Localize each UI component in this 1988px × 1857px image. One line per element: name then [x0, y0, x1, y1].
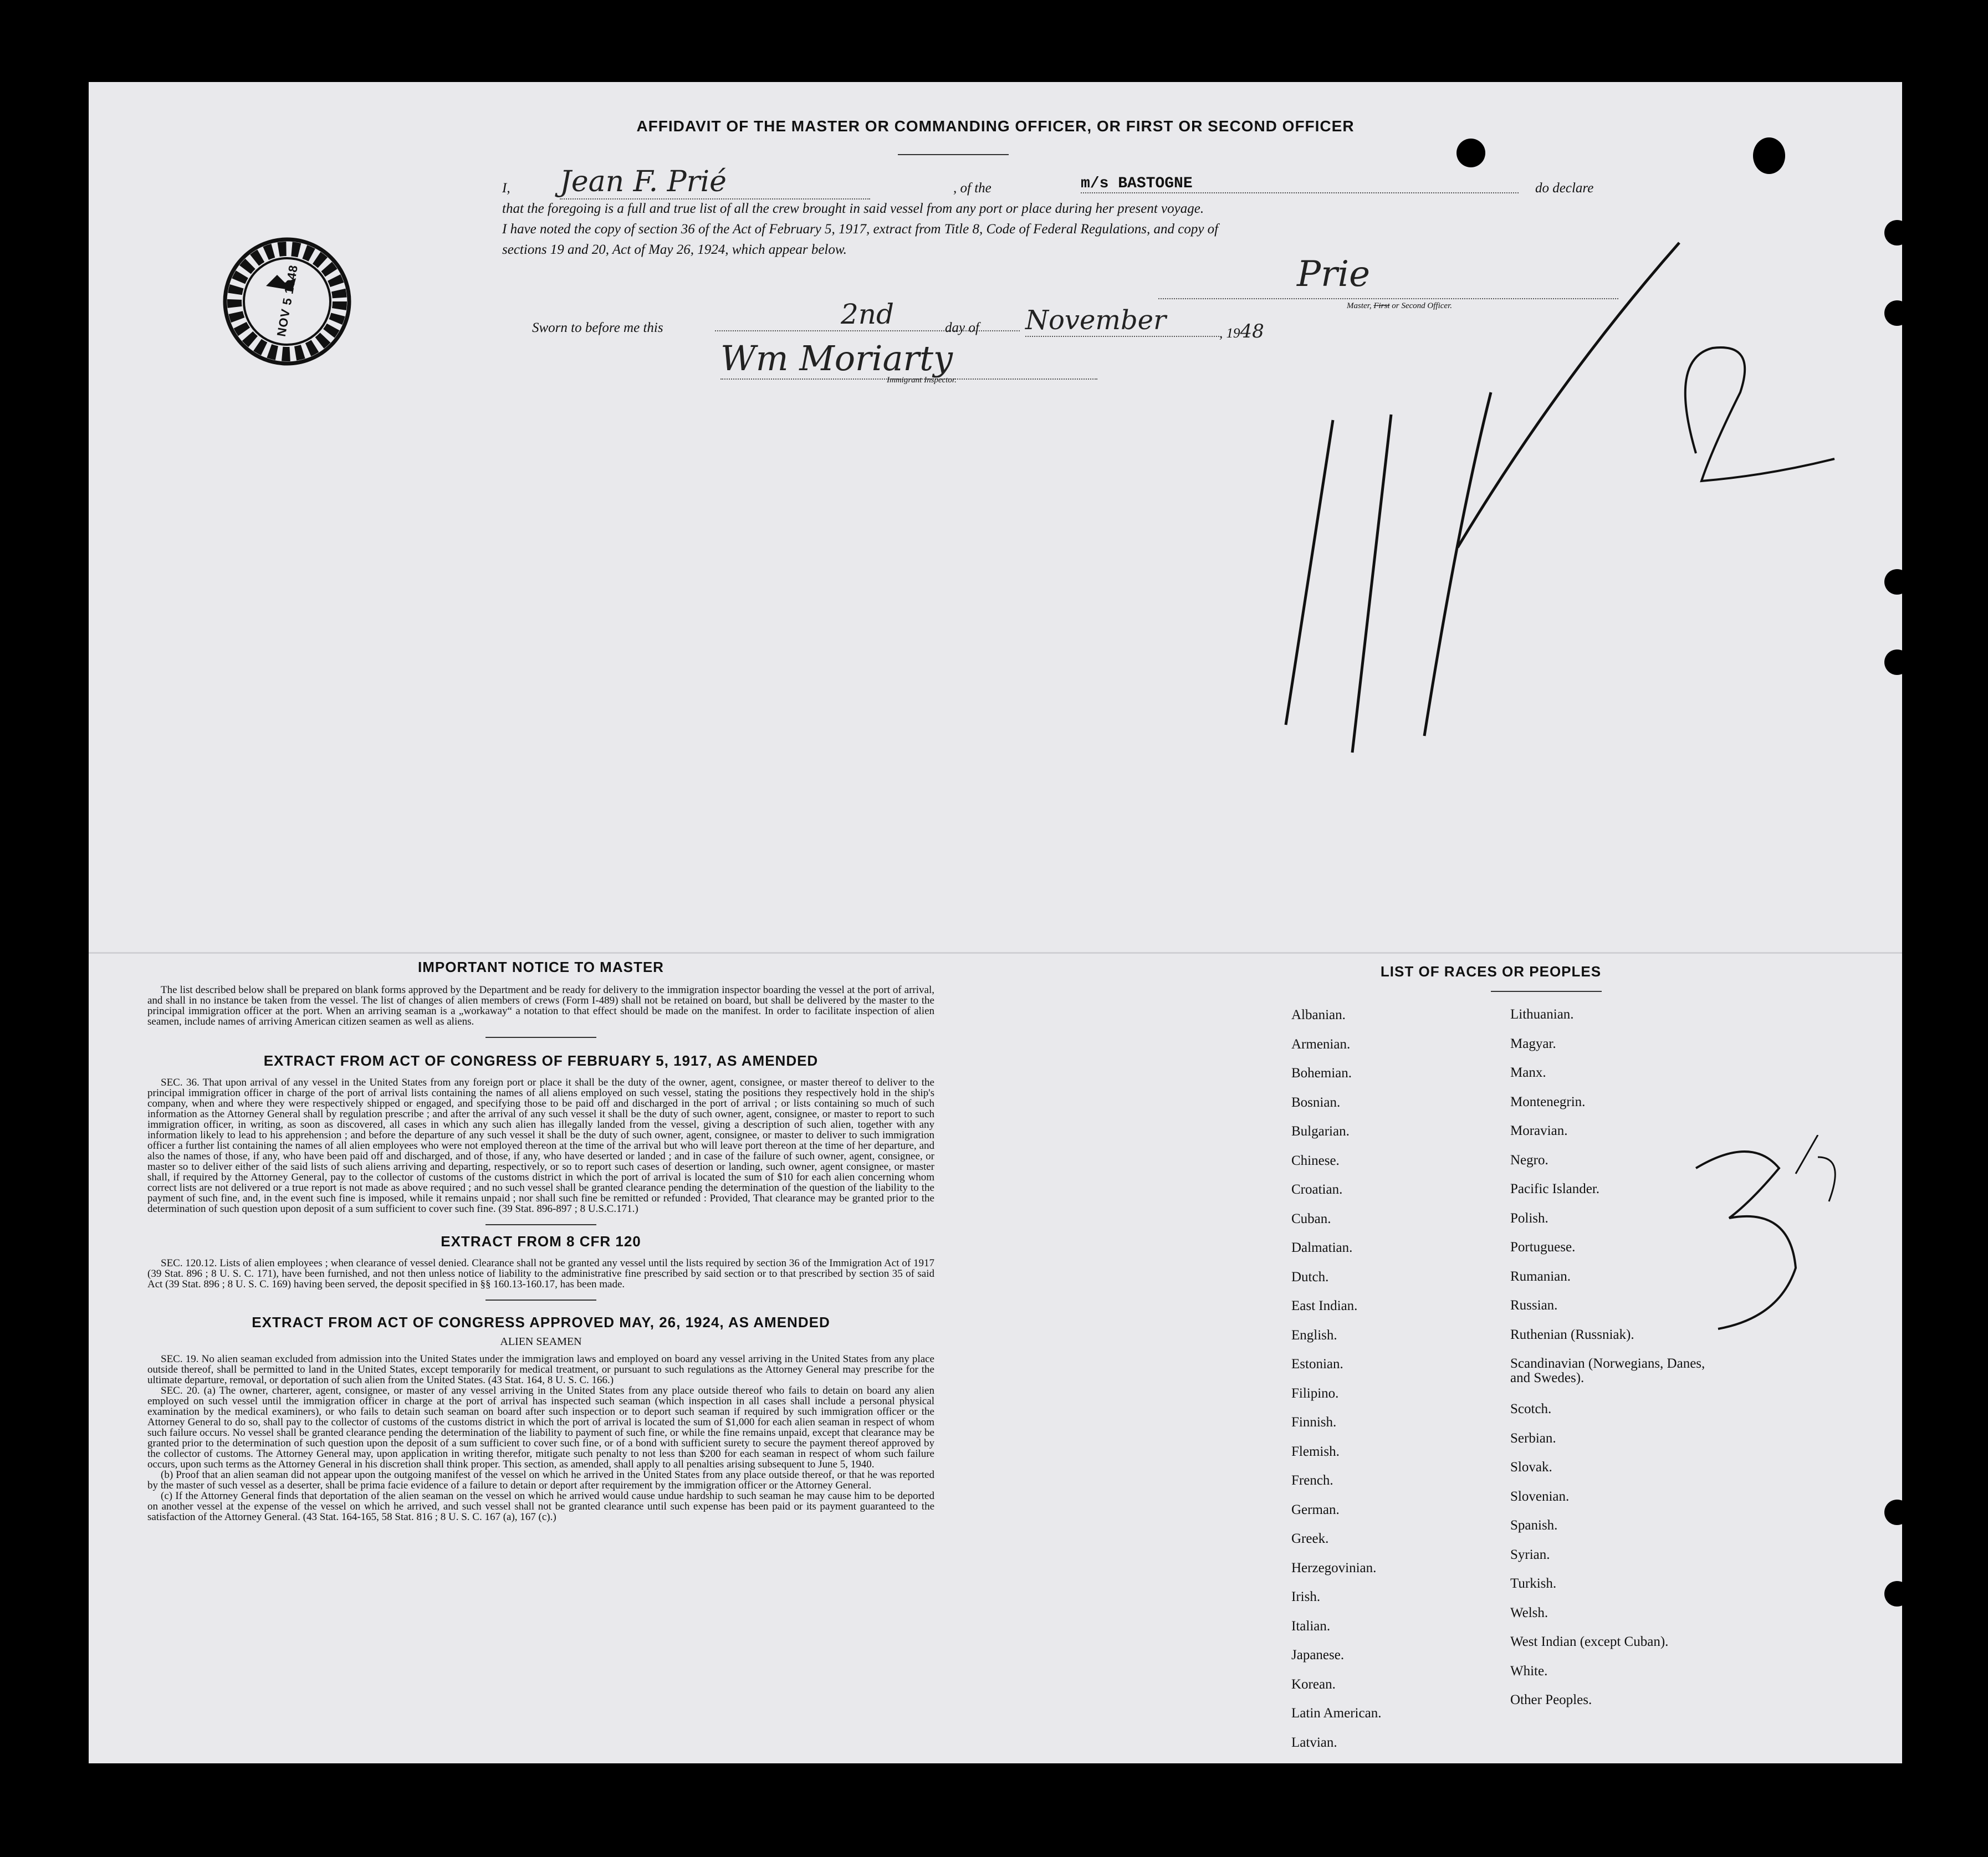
race-item: Bohemian. — [1291, 1066, 1352, 1081]
race-item: Serbian. — [1510, 1430, 1556, 1446]
punch-hole — [1753, 137, 1785, 174]
extract-1924-subtitle: ALIEN SEAMEN — [500, 1336, 582, 1348]
date-stamp — [222, 236, 352, 367]
extract-1924-paragraph-3: (b) Proof that an alien seaman did not appear upon the outgoing manifest of the vessel on which he arrived in the United States from any place outside thereof, or that he was reported by the master of such vessel as a deserter, shall be prima facie evidence of a failure to detain or deport after requirement by the immigration officer or the Attorney General. — [147, 1469, 934, 1491]
race-item: German. — [1291, 1502, 1340, 1517]
vessel-name: m/s BASTOGNE — [1081, 175, 1519, 193]
rule-2 — [485, 1224, 596, 1225]
race-item: Latvian. — [1291, 1735, 1337, 1750]
notice-column — [147, 959, 934, 1522]
race-item: Negro. — [1510, 1152, 1549, 1168]
race-item: Dutch. — [1291, 1269, 1329, 1285]
race-item: Chinese. — [1291, 1153, 1340, 1168]
race-item: Irish. — [1291, 1589, 1321, 1604]
rule-1 — [485, 1037, 596, 1038]
extract-1917-paragraph: SEC. 36. That upon arrival of any vessel in the United States from any foreign port or place it shall be the duty of the owner, agent, consignee, or master thereof to deliver to the principal immigration officer in charge of the port of arrival lists containing the names of all aliens employed on such vessel, stating the positions they respectively hold in the ship's company, when and where they were respectively shipped or engaged, and specifying those to be paid off and discharged in the port of arrival ; or lists containing so much of such information as the Attorney General shall by regulation prescribe ; and after the arrival of any such vessel it shall be the duty of such owner, agent, consignee, or master to report to such immigration officer, in writing, as soon as discovered, all cases in which any such alien has illegally landed from the vessel, giving a description of such alien, together with any information likely to lead to his apprehension ; and before the departure of any such vessel it shall be the duty of such owner, agent, consignee, or master to deliver to such immigration officer a further list containing the names of all alien employees who were not employed thereon at the time of the arrival but who will leave port thereon at the time of her departure, and also the names of those, if any, who have been paid off and discharged, and of those, if any, who have deserted or landed ; and in case of the failure of such owner, agent, consignee, or master so to deliver either of the said lists of such aliens arriving and departing, respectively, or so to report such cases of desertion or landing, such owner, agent consignee, or master shall, if required by the Attorney General, pay to the collector of customs of the customs district in which the port of arrival is located the sum of $10 for each alien concerning whom correct lists are not delivered or a true report is not made as above required ; and no such vessel shall be granted clearance pending the determination of the question of the liability to the payment of such fine, and, in the event such fine is imposed, while it remains unpaid ; nor shall such fine be remitted or refunded : Provided, That clearance may be granted prior to the determination of such question upon deposit of a sum sufficient to cover such fine. (39 Stat. 896-897 ; 8 U.S.C.171.) — [147, 1077, 934, 1215]
master-caption-rest: or Second Officer. — [1392, 301, 1453, 310]
do-declare-text: do declare — [1535, 181, 1594, 196]
race-item: Scotch. — [1510, 1401, 1552, 1416]
extract-1924-paragraph-4: (c) If the Attorney General finds that deportation of the alien seaman on the vessel on which he arrived would cause undue hardship to such seaman he may cause him to be deported on another vessel at the expense of the vessel on which he arrived, and such vessel shall not be granted clearance until such expense has been paid or its payment guaranteed to the satisfaction of the Attorney General. (43 Stat. 164-165, 58 Stat. 816 ; 8 U. S. C. 167 (a), 167 (c).) — [147, 1490, 934, 1523]
race-item: Scandinavian (Norwegians, Danes, and Swedes). — [1510, 1356, 1705, 1385]
extract-1924-paragraph-2: SEC. 20. (a) The owner, charterer, agent, consignee, or master of any vessel arriving in the United States from any place outside thereof who fails to detain on board any alien employed on such vessel until the immigration officer in charge at the port of arrival has inspected such seaman (which inspection in all cases shall include a personal physical examination by the medical examiners), or who fails to detain such seaman on board after such inspection or to deport such seaman if required by such immigration officer or the Attorney General to do so, shall pay to the collector of customs of the customs district in which the port of arrival is located the sum of $1,000 for each alien seaman in respect of whom such failure occurs. No vessel shall be granted clearance pending the determination of the liability to payment of such fine, or while the fine remains unpaid, except that clearance may be granted prior to the determination of such question upon the deposit of a sum sufficient to cover such fine, or of a bond with sufficient surety to secure the payment thereof approved by the collector of customs. The Attorney General may, upon application in writing therefor, mitigate such penalty to not less than $200 for each seaman in respect of whom such failure occurs, upon such terms as the Attorney General in his discretion shall think proper. This section, as amended, shall apply to all penalties arising subsequent to June 5, 1940. — [147, 1385, 934, 1470]
race-item: Filipino. — [1291, 1385, 1339, 1401]
affidavit-title: AFFIDAVIT OF THE MASTER OR COMMANDING OFFICER, OR FIRST OR SECOND OFFICER — [636, 117, 1355, 135]
punch-hole — [1884, 300, 1910, 326]
race-item: French. — [1291, 1473, 1333, 1488]
punch-hole — [1456, 139, 1485, 167]
race-item: Dalmatian. — [1291, 1240, 1353, 1255]
extract-1917-title: EXTRACT FROM ACT OF CONGRESS OF FEBRUARY 5, 1917, AS AMENDED — [263, 1052, 819, 1069]
race-item: Lithuanian. — [1510, 1007, 1574, 1022]
signer-name: Jean F. Prié — [560, 165, 870, 199]
race-item: Polish. — [1510, 1210, 1549, 1226]
race-item: Other Peoples. — [1510, 1692, 1592, 1707]
race-item: Syrian. — [1510, 1547, 1550, 1562]
extract-cfr-paragraph: SEC. 120.12. Lists of alien employees ; when clearance of vessel denied. Clearance shall not be granted any vessel until the lists required by section 36 of the Immigration Act of 1917 (39 Stat. 896 ; 8 U. S. C. 171), have been furnished, and not then unless notice of liability to the administrative fine prescribed by said section or to that prescribed by section 35 of said Act (39 Stat. 896 ; 8 U. S. C. 169) having been served, the deposit specified in §§ 160.13-160.17, has been made. — [147, 1257, 934, 1290]
race-item: Cuban. — [1291, 1211, 1331, 1226]
race-item: Turkish. — [1510, 1576, 1557, 1591]
race-item: Russian. — [1510, 1298, 1558, 1313]
race-item: Flemish. — [1291, 1444, 1340, 1459]
day-of-text: day of — [945, 320, 979, 335]
notice-text — [147, 985, 934, 1027]
rule-3 — [485, 1300, 596, 1301]
race-item: Latin American. — [1291, 1706, 1382, 1721]
race-item: Bosnian. — [1291, 1094, 1341, 1110]
extract-cfr-title: EXTRACT FROM 8 CFR 120 — [441, 1233, 641, 1250]
race-item: East Indian. — [1291, 1298, 1358, 1313]
races-rule — [1491, 991, 1602, 992]
stamp-date: NOV 5 1948 — [274, 263, 301, 338]
race-item: Montenegrin. — [1510, 1094, 1586, 1109]
master-caption-master: Master, — [1347, 301, 1372, 310]
race-item: Portuguese. — [1510, 1240, 1576, 1255]
master-signature: Prie — [1297, 254, 1370, 295]
day-value: 2nd — [715, 298, 1020, 331]
race-item: Moravian. — [1510, 1123, 1568, 1138]
race-item: Spanish. — [1510, 1518, 1558, 1533]
race-item: Rumanian. — [1510, 1268, 1571, 1284]
race-item: English. — [1291, 1327, 1337, 1343]
race-item: Welsh. — [1510, 1605, 1549, 1620]
punch-hole — [1884, 1500, 1910, 1525]
title-rule — [898, 154, 1009, 155]
affidavit-line-3: I have noted the copy of section 36 of the Act of February 5, 1917, extract from Title 8, Code of Federal Regulations, and copy of — [502, 222, 1219, 237]
race-item: Albanian. — [1291, 1007, 1346, 1022]
document-sheet — [89, 82, 1902, 1763]
race-item: Croatian. — [1291, 1182, 1343, 1197]
race-item: Manx. — [1510, 1065, 1546, 1080]
extract-1924-paragraph-1: SEC. 19. No alien seaman excluded from admission into the United States under the immigration laws and employed on board any vessel arriving in the United States from any place outside thereof, shall be permitted to land in the United States, except temporarily for medical treatment, or pursuant to such regulations as the Attorney General may prescribe for the ultimate departure, removal, or deportation of such alien from the United States. (43 Stat. 164, 8 U. S. C. 166.) — [147, 1353, 934, 1386]
year-value: 48 — [1240, 320, 1264, 342]
punch-hole — [1884, 569, 1910, 595]
of-the-text: , of the — [953, 181, 992, 196]
notice-paragraph: The list described below shall be prepared on blank forms approved by the Department and be ready for delivery to the immigration inspector boarding the vessel at the port of arrival, and shall in no instance be taken from the vessel. The list of changes of alien members of crews (Form I-489) shall not be retained on board, but shall be delivered by the master to the principal immigration officer at the port. When an arriving seaman is a „workaway“ a notation to that effect should be made on the manifest. In order to facilitate inspection of alien seamen, include names of arriving American citizen seamen as well as aliens. — [147, 984, 934, 1027]
punch-hole — [1884, 220, 1910, 245]
race-item: Slovak. — [1510, 1460, 1552, 1475]
race-item: Herzegovinian. — [1291, 1560, 1377, 1575]
race-item: Slovenian. — [1510, 1488, 1570, 1504]
race-item: Greek. — [1291, 1531, 1329, 1546]
notice-title: IMPORTANT NOTICE TO MASTER — [418, 959, 664, 975]
year-prefix-text: , 19 — [1219, 326, 1240, 341]
race-item: Bulgarian. — [1291, 1124, 1350, 1139]
race-item: Japanese. — [1291, 1648, 1345, 1662]
race-item: Ruthenian (Russniak). — [1510, 1327, 1634, 1342]
handwritten-3-1-2-mark — [1685, 1135, 1873, 1384]
race-item: Korean. — [1291, 1676, 1336, 1692]
race-item: Pacific Islander. — [1510, 1181, 1600, 1196]
race-item: West Indian (except Cuban). — [1510, 1634, 1669, 1649]
master-caption-struck: First — [1373, 301, 1390, 310]
handwritten-11-2-mark — [1225, 215, 1862, 825]
inspector-signature: Wm Moriarty — [720, 338, 1097, 380]
affidavit-line-4: sections 19 and 20, Act of May 26, 1924, which appear below. — [502, 242, 847, 257]
race-item: White. — [1510, 1663, 1548, 1679]
sworn-text: Sworn to before me this — [532, 320, 663, 335]
inspector-caption: Immigrant Inspector. — [887, 376, 957, 385]
race-item: Magyar. — [1510, 1036, 1556, 1051]
affidavit-line-2: that the foregoing is a full and true list of all the crew brought in said vessel from any port or place during her present voyage. — [502, 201, 1204, 216]
punch-hole — [1884, 1581, 1910, 1607]
punch-hole — [1884, 649, 1910, 675]
race-item: Finnish. — [1291, 1415, 1337, 1430]
extract-cfr-text — [147, 1258, 934, 1290]
race-item: Estonian. — [1291, 1357, 1343, 1372]
month-value: November — [1025, 305, 1219, 337]
extract-1924-title: EXTRACT FROM ACT OF CONGRESS APPROVED MAY, 26, 1924, AS AMENDED — [252, 1314, 830, 1331]
race-item: Armenian. — [1291, 1036, 1351, 1052]
races-title: LIST OF RACES OR PEOPLES — [1380, 963, 1602, 980]
extract-1924-text — [147, 1354, 934, 1522]
page-fold — [89, 952, 1902, 954]
affidavit-i: I, — [502, 181, 510, 196]
extract-1917-text — [147, 1077, 934, 1214]
race-item: Italian. — [1291, 1618, 1331, 1634]
